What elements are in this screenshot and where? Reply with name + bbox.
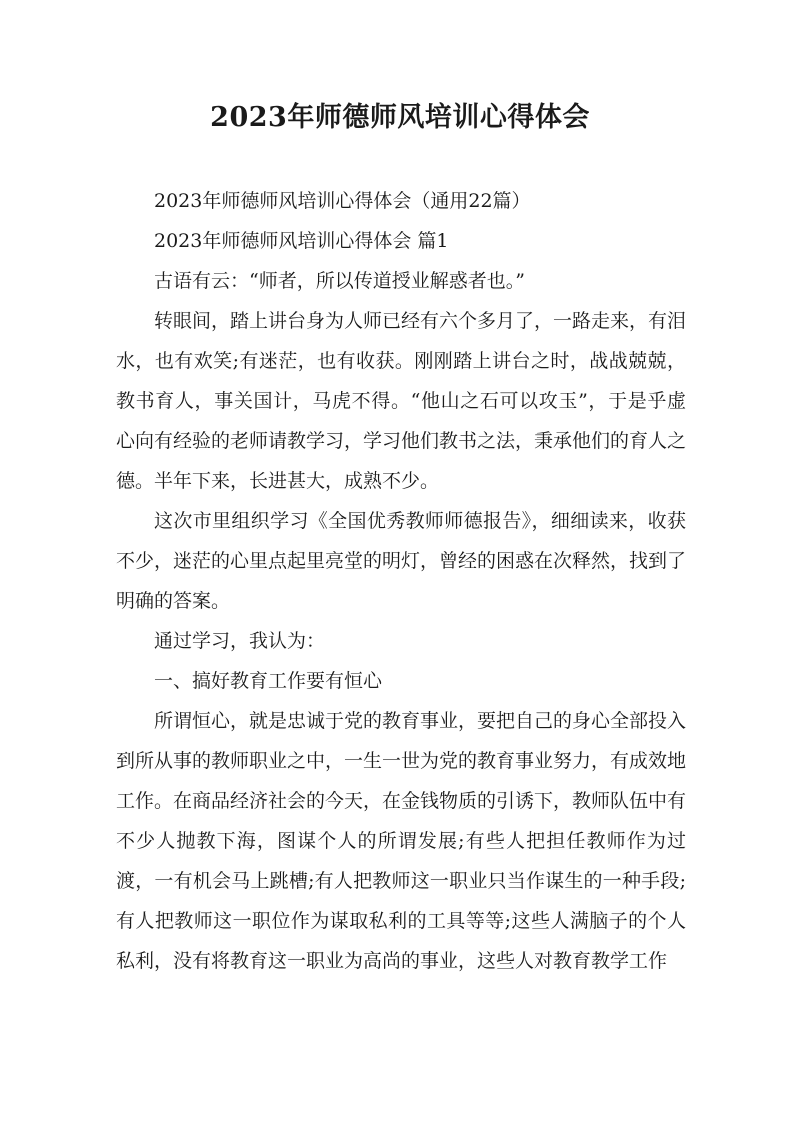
document-body [116,181,686,981]
section-heading: 一、搞好教育工作要有恒心 [154,670,383,692]
paragraph-body: 所谓恒心，就是忠诚于党的教育事业，要把自己的身心全部投入到所从事的教师职业之中，一生一世为党的教育事业努力，有成效地工作。在商品经济社会的今天，在金钱物质的引诱下，教师队伍中有不少人抛教下海，图谋个人的所谓发展;有些人把担任教师作为过渡，一有机会马上跳槽;有人把教师这一职业只当作谋生的一种手段;有人把教师这一职位作为谋取私利的工具等等;这些人满脑子的个人私利，没有将教育这一职业为高尚的事业，这些人对教育教学工作 [116,710,687,972]
paragraph-body: 转眼间，踏上讲台身为人师已经有六个多月了，一路走来，有泪水，也有欢笑;有迷茫，也有收获。刚刚踏上讲台之时，战战兢兢，教书育人，事关国计，马虎不得。“他山之石可以攻玉”，于是乎虚心向有经验的老师请教学习，学习他们教书之法，秉承他们的育人之德。半年下来，长进甚大，成熟不少。 [116,310,687,492]
paragraph-quote: 古语有云：“师者，所以传道授业解惑者也。” [154,270,525,292]
paragraph-collection-title: 2023年师德师风培训心得体会（通用22篇） [154,190,531,212]
paragraph-article-heading: 2023年师德师风培训心得体会 篇1 [154,230,449,252]
document-title: 2023年师德师风培训心得体会 [210,102,590,133]
paragraph-body: 这次市里组织学习《全国优秀教师师德报告》，细细读来，收获不少，迷茫的心里点起里亮堂的明灯，曾经的困惑在次释然，找到了明确的答案。 [116,510,687,612]
paragraph-body: 通过学习，我认为： [154,630,326,652]
